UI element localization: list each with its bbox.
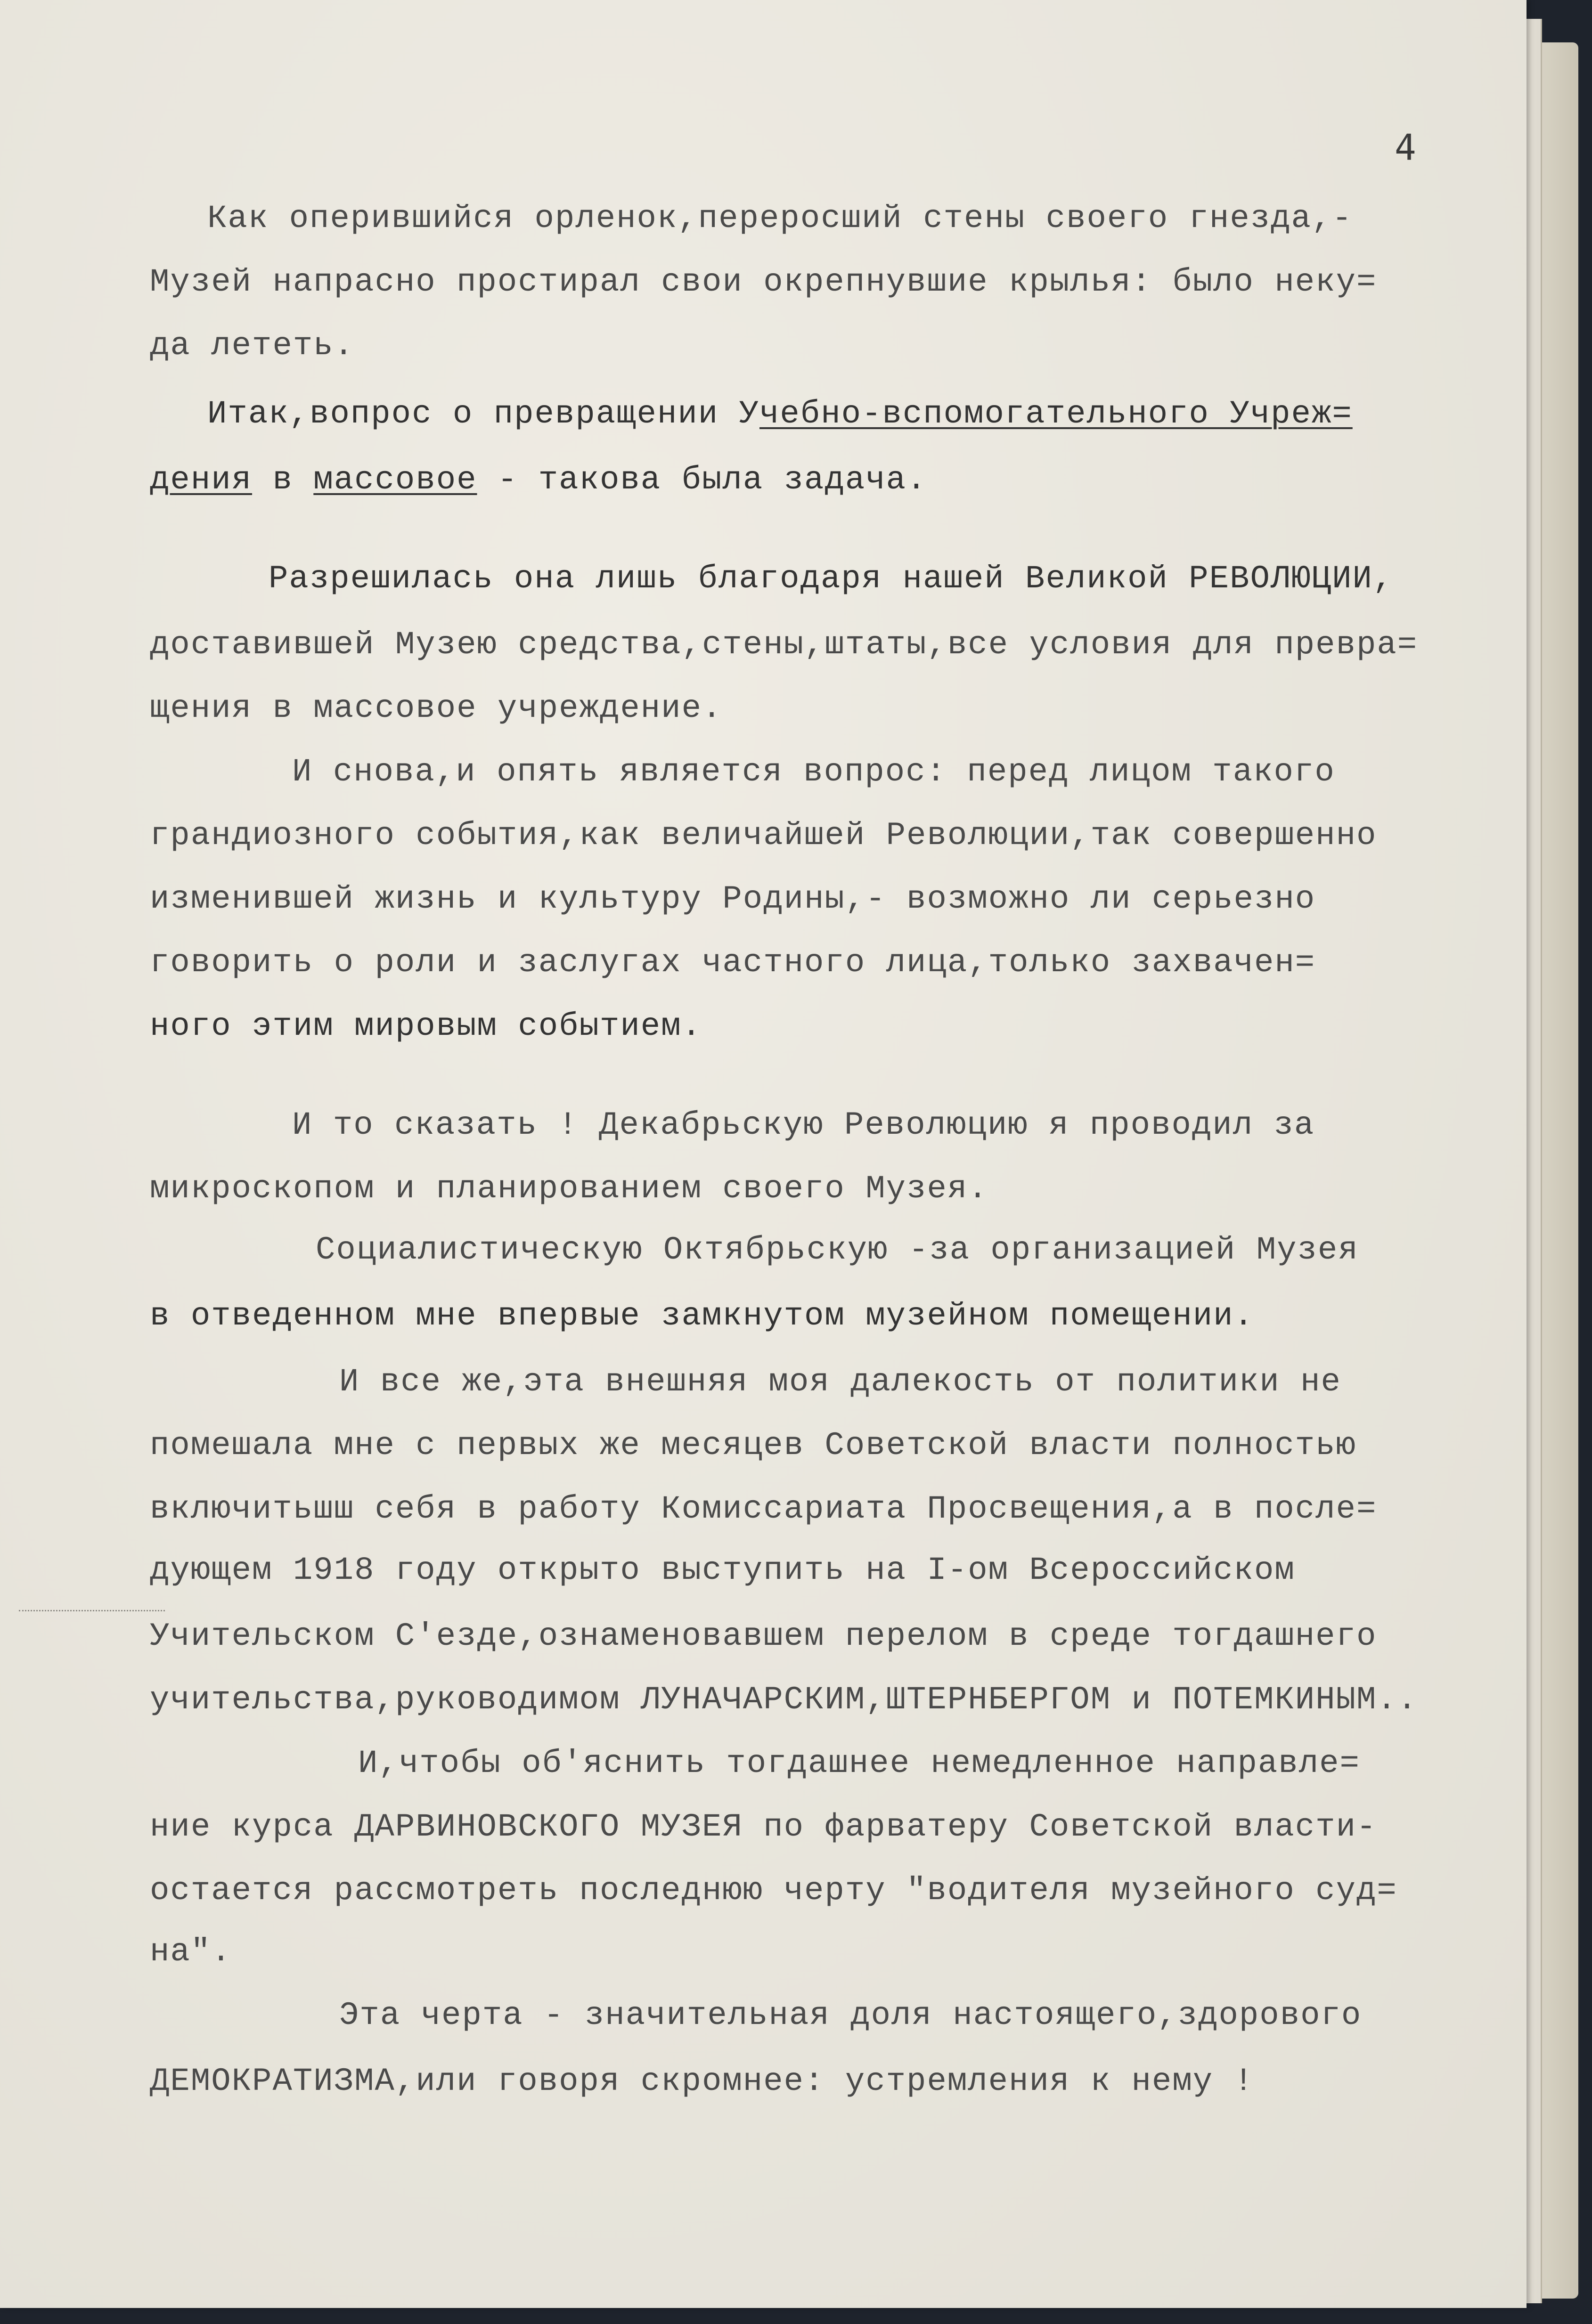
text-line: включитьшш себя в работу Комиссариата Просвещения,а в после= xyxy=(150,1491,1377,1528)
text-line: И все же,эта внешняя моя далекость от политики не xyxy=(339,1364,1341,1400)
underlined-text: массовое xyxy=(313,462,477,498)
underlined-text: чебно-вспомогательного Учреж= xyxy=(759,396,1353,432)
text-line: изменившей жизнь и культуру Родины,- возможно ли серьезно xyxy=(150,881,1316,918)
text-line: Музей напрасно простирал свои окрепнувшие крылья: было неку= xyxy=(150,264,1377,301)
underlined-text: дения xyxy=(150,462,253,498)
text-line: остается рассмотреть последнюю черту "водителя музейного суд= xyxy=(150,1872,1397,1909)
text-line: Эта черта - значительная доля настоящего,здорового xyxy=(339,1997,1362,2034)
text-line: да лететь. xyxy=(150,327,355,364)
margin-dotted-mark xyxy=(19,1610,165,1611)
text-line: на". xyxy=(150,1934,232,1970)
text-line: говорить о роли и заслугах частного лица,только захвачен= xyxy=(150,944,1316,981)
text-line: грандиозного события,как величайшей Революции,так совершенно xyxy=(150,817,1377,854)
text-line: в отведенном мне впервые замкнутом музейном помещении. xyxy=(150,1298,1254,1334)
text-line: И снова,и опять является вопрос: перед лицом такого xyxy=(292,754,1335,790)
text-segment: - такова была задача. xyxy=(477,462,927,498)
text-line: помешала мне с первых же месяцев Советской власти полностью xyxy=(150,1427,1356,1464)
text-line: Социалистическую Октябрьскую -за организацией Музея xyxy=(316,1232,1359,1268)
text-line xyxy=(207,398,1353,431)
text-line: учительства,руководимом ЛУНАЧАРСКИМ,ШТЕРНБЕРГОМ и ПОТЕМКИНЫМ.. xyxy=(150,1682,1418,1718)
text-line: Как оперившийся орленок,переросший стены своего гнезда,- xyxy=(207,200,1353,237)
text-line xyxy=(150,464,927,496)
page-number: 4 xyxy=(1395,126,1416,168)
text-line: Учительском С'езде,ознаменовавшем перелом в среде тогдашнего xyxy=(150,1618,1377,1655)
text-line: ного этим мировым событием. xyxy=(150,1008,702,1045)
text-segment: в xyxy=(252,462,314,498)
text-line: ДЕМОКРАТИЗМА,или говоря скромнее: устремления к нему ! xyxy=(150,2063,1254,2100)
text-line: доставившей Музею средства,стены,штаты,все условия для превра= xyxy=(150,626,1418,663)
text-line: микроскопом и планированием своего Музея. xyxy=(150,1170,988,1207)
text-line: И,чтобы об'яснить тогдашнее немедленное направле= xyxy=(358,1745,1360,1782)
text-line: Разрешилась она лишь благодаря нашей Великой РЕВОЛЮЦИИ, xyxy=(269,561,1394,597)
text-segment: Итак,вопрос о превращении У xyxy=(207,396,759,432)
text-line: дующем 1918 году открыто выступить на I-ом Всероссийском xyxy=(150,1552,1295,1589)
text-line: щения в массовое учреждение. xyxy=(150,690,723,727)
text-line: ние курса ДАРВИНОВСКОГО МУЗЕЯ по фарватеру Советской власти- xyxy=(150,1809,1377,1845)
text-line: И то сказать ! Декабрьскую Революцию я проводил за xyxy=(292,1107,1315,1144)
